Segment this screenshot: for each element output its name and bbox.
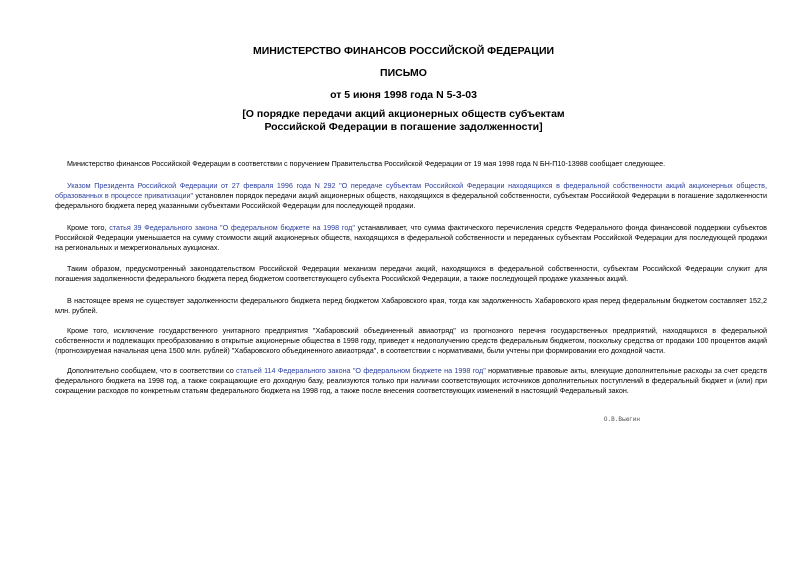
paragraph-5 (55, 296, 767, 316)
article-39-link[interactable]: статья 39 Федерального закона "О федеральном бюджете на 1998 год" (109, 223, 355, 232)
paragraph-7-text: нормативные правовые акты, влекущие дополнительные расходы за счет средств федерального бюджета на 1998 год, а также сокращающие его доходную базу, реализуются только при наличии соответствующих источников дополнительных поступлений в федеральный бюджет и (или) при сокращении расходов по конкретным статьям федерального бюджета на 1998 год, а также после внесения соответствующих изменений в настоящий Федеральный закон. (55, 366, 768, 396)
document-title-line-1: [О порядке передачи акций акционерных обществ субъектам (242, 108, 565, 120)
paragraph-3-intro: Кроме того, (67, 223, 110, 232)
document-title-line-2: Российской Федерации в погашение задолженности] (264, 121, 543, 133)
document-type: ПИСЬМО (380, 67, 427, 79)
paragraph-1-text: Министерство финансов Российской Федерации в соответствии с поручением Правительства Российской Федерации от 19 мая 1998 года N БН-П10-13988 сообщает следующее. (67, 159, 666, 168)
signature: О.В.Вьюгин (603, 416, 640, 423)
article-114-link[interactable]: статьей 114 Федерального закона "О федеральном бюджете на 1998 год" (236, 366, 486, 375)
paragraph-5-text: В настоящее время не существует задолженности федерального бюджета перед бюджетом Хабаровского края, тогда как задолженность Хабаровского края перед федеральным бюджетом составляет 152,2 млн. рублей. (55, 296, 767, 316)
paragraph-4-text: Таким образом, предусмотренный законодательством Российской Федерации механизм передачи акций, находящихся в федеральной собственности, субъектам Российской Федерации служит для погашения задолженности федерального бюджета перед бюджетом соответствующего субъекта Российской Федерации, а также последующей продаже указанных акций. (55, 264, 767, 284)
paragraph-6 (55, 326, 767, 357)
paragraph-2 (55, 181, 767, 212)
paragraph-7 (55, 366, 767, 397)
paragraph-7-intro: Дополнительно сообщаем, что в соответствии со (67, 366, 237, 375)
paragraph-2-text: установлен порядок передачи акций акционерных обществ, находящихся в федеральной собственности, субъектам Российской Федерации в погашение задолженности федерального бюджета перед указанными субъектами Российской Федерации для последующей продажи. (55, 191, 767, 211)
paragraph-1 (55, 159, 767, 169)
ministry-heading: МИНИСТЕРСТВО ФИНАНСОВ РОССИЙСКОЙ ФЕДЕРАЦИИ (252, 45, 555, 57)
paragraph-4 (55, 264, 767, 284)
document-title (0, 108, 807, 134)
document-date-number: от 5 июня 1998 года N 5-3-03 (330, 89, 477, 101)
paragraph-3 (55, 223, 767, 254)
paragraph-3-text: устанавливает, что сумма фактического перечисления средств Федерального фонда финансовой поддержки субъектов Российской Федерации уменьшается на сумму стоимости акций акционерных обществ, находящихся в федеральной собственности и переданных субъектам Российской Федерации для последующей продажи на региональных и межрегиональных аукционах. (55, 223, 767, 253)
decree-292-link[interactable]: Указом Президента Российской Федерации от 27 февраля 1996 года N 292 "О передаче субъектам Российской Федерации находящихся в федеральной собственности акций акционерных обществ, образованных в процессе приватизации" (55, 181, 767, 201)
paragraph-6-text: Кроме того, исключение государственного унитарного предприятия "Хабаровский объединенный авиаотряд" из прогнозного перечня государственных предприятий, находящихся в федеральной собственности и подлежащих преобразованию в открытые акционерные общества в 1998 году, приведет к недополучению средств федеральным бюджетом, поскольку средства от продажи 100 процентов акций (прогнозируемая начальная цена 1500 млн. рублей) "Хабаровского объединенного авиаотряда", в соответствии с нормативами, были учтены при формировании его доходной части. (55, 326, 767, 356)
